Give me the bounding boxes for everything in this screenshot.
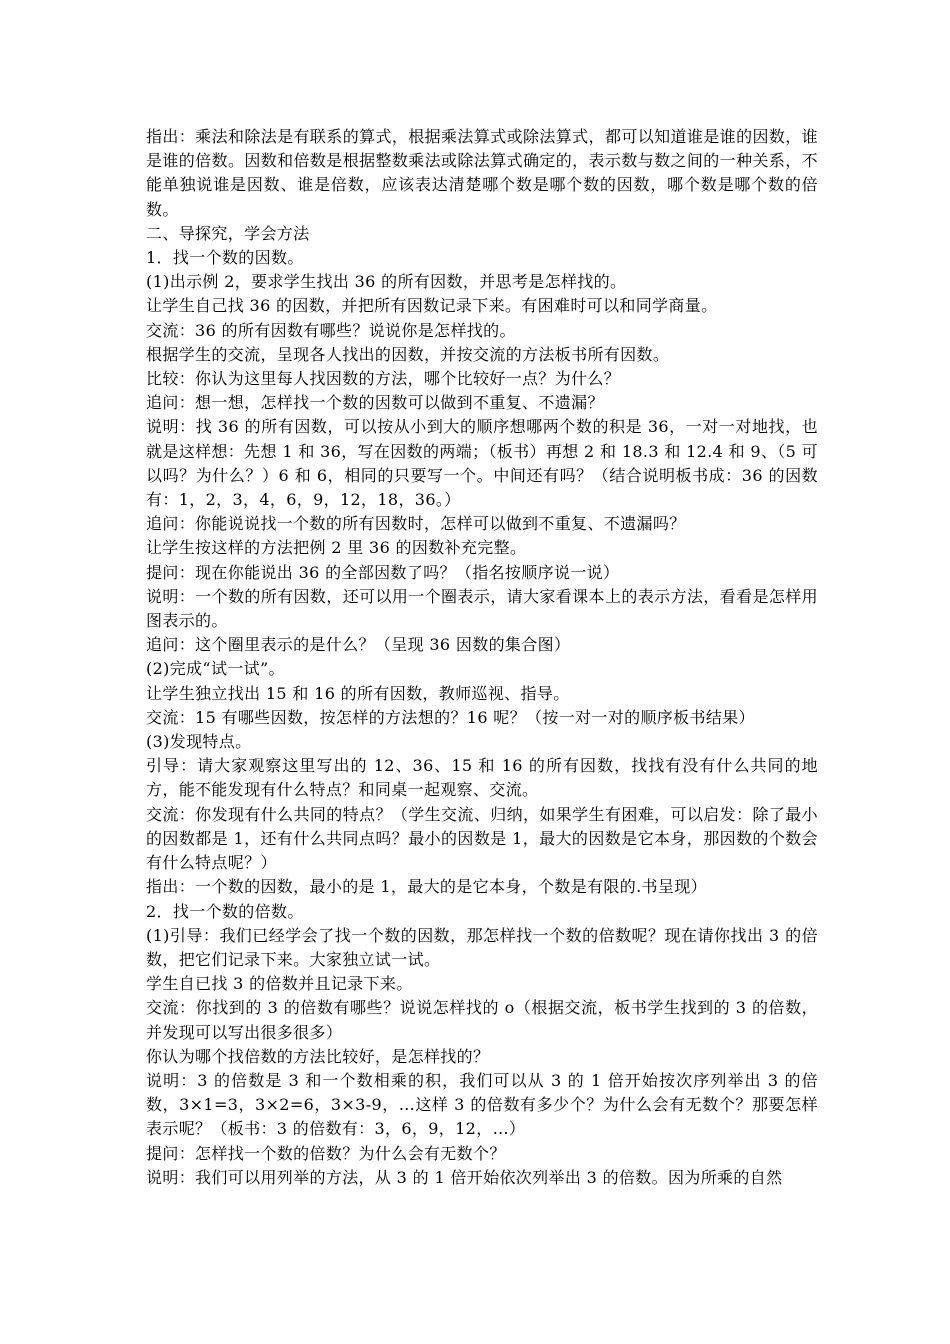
paragraph: 说明：一个数的所有因数，还可以用一个圈表示，请大家看课本上的表示方法，看看是怎样用图表示的。	[146, 586, 818, 631]
paragraph: 比较：你认为这里每人找因数的方法，哪个比较好一点？为什么？	[146, 369, 621, 389]
paragraph: 学生自已找 3 的倍数并且记录下来。	[146, 974, 413, 994]
paragraph: 追问：你能说说找一个数的所有因数时，怎样可以做到不重复、不遗漏吗？	[146, 514, 686, 534]
paragraph: 交流：36 的所有因数有哪些？说说你是怎样找的。	[146, 320, 516, 340]
subsection-heading: 1．找一个数的因数。	[146, 248, 304, 268]
paragraph: 根据学生的交流，呈现各人找出的因数，并按交流的方法板书所有因数。	[146, 344, 670, 364]
paragraph: 说明：3 的倍数是 3 和一个数相乘的积，我们可以从 3 的 1 倍开始按次序列举出 3 的倍数，3×1=3，3×2=6，3×3-9，…这样 3 的倍数有多少个？为什么会有无数个？那要怎样表示呢？（板书：3 的倍数有：3，6，9，12，…）	[146, 1070, 818, 1139]
paragraph: 让学生按这样的方法把例 2 里 36 的因数补充完整。	[146, 538, 527, 558]
paragraph: (1)出示例 2，要求学生找出 36 的所有因数，并思考是怎样找的。	[146, 272, 627, 292]
paragraph: 追问：这个圈里表示的是什么？（呈现 36 因数的集合图）	[146, 635, 571, 655]
document-body	[146, 125, 818, 1190]
section-heading: 二、导探究，学会方法	[146, 223, 310, 243]
paragraph: (3)发现特点。	[146, 732, 252, 752]
paragraph: 指出：乘法和除法是有联系的算式，根据乘法算式或除法算式，都可以知道谁是谁的因数，谁是谁的倍数。因数和倍数是根据整数乘法或除法算式确定的，表示数与数之间的一种关系，不能单独说谁是因数、谁是倍数，应该表达清楚哪个数是哪个数的因数，哪个数是哪个数的倍数。	[146, 127, 818, 219]
subsection-heading: 2．找一个数的倍数。	[146, 901, 304, 921]
paragraph: 说明：找 36 的所有因数，可以按从小到大的顺序想哪两个数的积是 36，一对一对地找，也就是这样想：先想 1 和 36，写在因数的两端；（板书）再想 2 和 18.3 和 12.4 和 9、（5 可以吗？为什么？）6 和 6，相同的只要写一个。中间还有吗？（结合说明板书成：36 的因数有：1，2，3，4，6，9，12，18，36。）	[146, 417, 818, 510]
paragraph: (2)完成“试一试”。	[146, 659, 285, 679]
paragraph: 交流：15 有哪些因数，按怎样的方法想的？16 呢？（按一对一对的顺序板书结果）	[146, 707, 755, 727]
paragraph: (1)引导：我们已经学会了找一个数的因数，那怎样找一个数的倍数呢？现在请你找出 3 的倍数，把它们记录下来。大家独立试一试。	[146, 925, 818, 969]
paragraph: 指出：一个数的因数，最小的是 1，最大的是它本身，个数是有限的.书呈现）	[146, 877, 707, 897]
paragraph: 追问：想一想，怎样找一个数的因数可以做到不重复、不遗漏？	[146, 393, 604, 413]
paragraph: 让学生独立找出 15 和 16 的所有因数，教师巡视、指导。	[146, 683, 570, 703]
paragraph: 让学生自己找 36 的因数，并把所有因数记录下来。有困难时可以和同学商量。	[146, 296, 718, 316]
paragraph: 提问：现在你能说出 36 的全部因数了吗？（指名按顺序说一说）	[146, 562, 620, 582]
paragraph: 交流：你找到的 3 的倍数有哪些？说说怎样找的 o（根据交流，板书学生找到的 3 的倍数，并发现可以写出很多很多）	[146, 998, 818, 1042]
paragraph: 提问：怎样找一个数的倍数？为什么会有无数个？	[146, 1143, 506, 1163]
paragraph: 引导：请大家观察这里写出的 12、36、15 和 16 的所有因数，找找有没有什么共同的地方，能不能发现有什么特点？和同桌一起观察、交流。	[146, 756, 818, 800]
paragraph: 交流：你发现有什么共同的特点？（学生交流、归纳，如果学生有困难，可以启发：除了最小的因数都是 1，还有什么共同点吗？最小的因数是 1，最大的因数是它本身，那因数的个数会有什么特点呢？）	[146, 804, 818, 873]
paragraph: 说明：我们可以用列举的方法，从 3 的 1 倍开始依次列举出 3 的倍数。因为所乘的自然	[146, 1167, 783, 1187]
paragraph: 你认为哪个找倍数的方法比较好，是怎样找的？	[146, 1046, 490, 1066]
